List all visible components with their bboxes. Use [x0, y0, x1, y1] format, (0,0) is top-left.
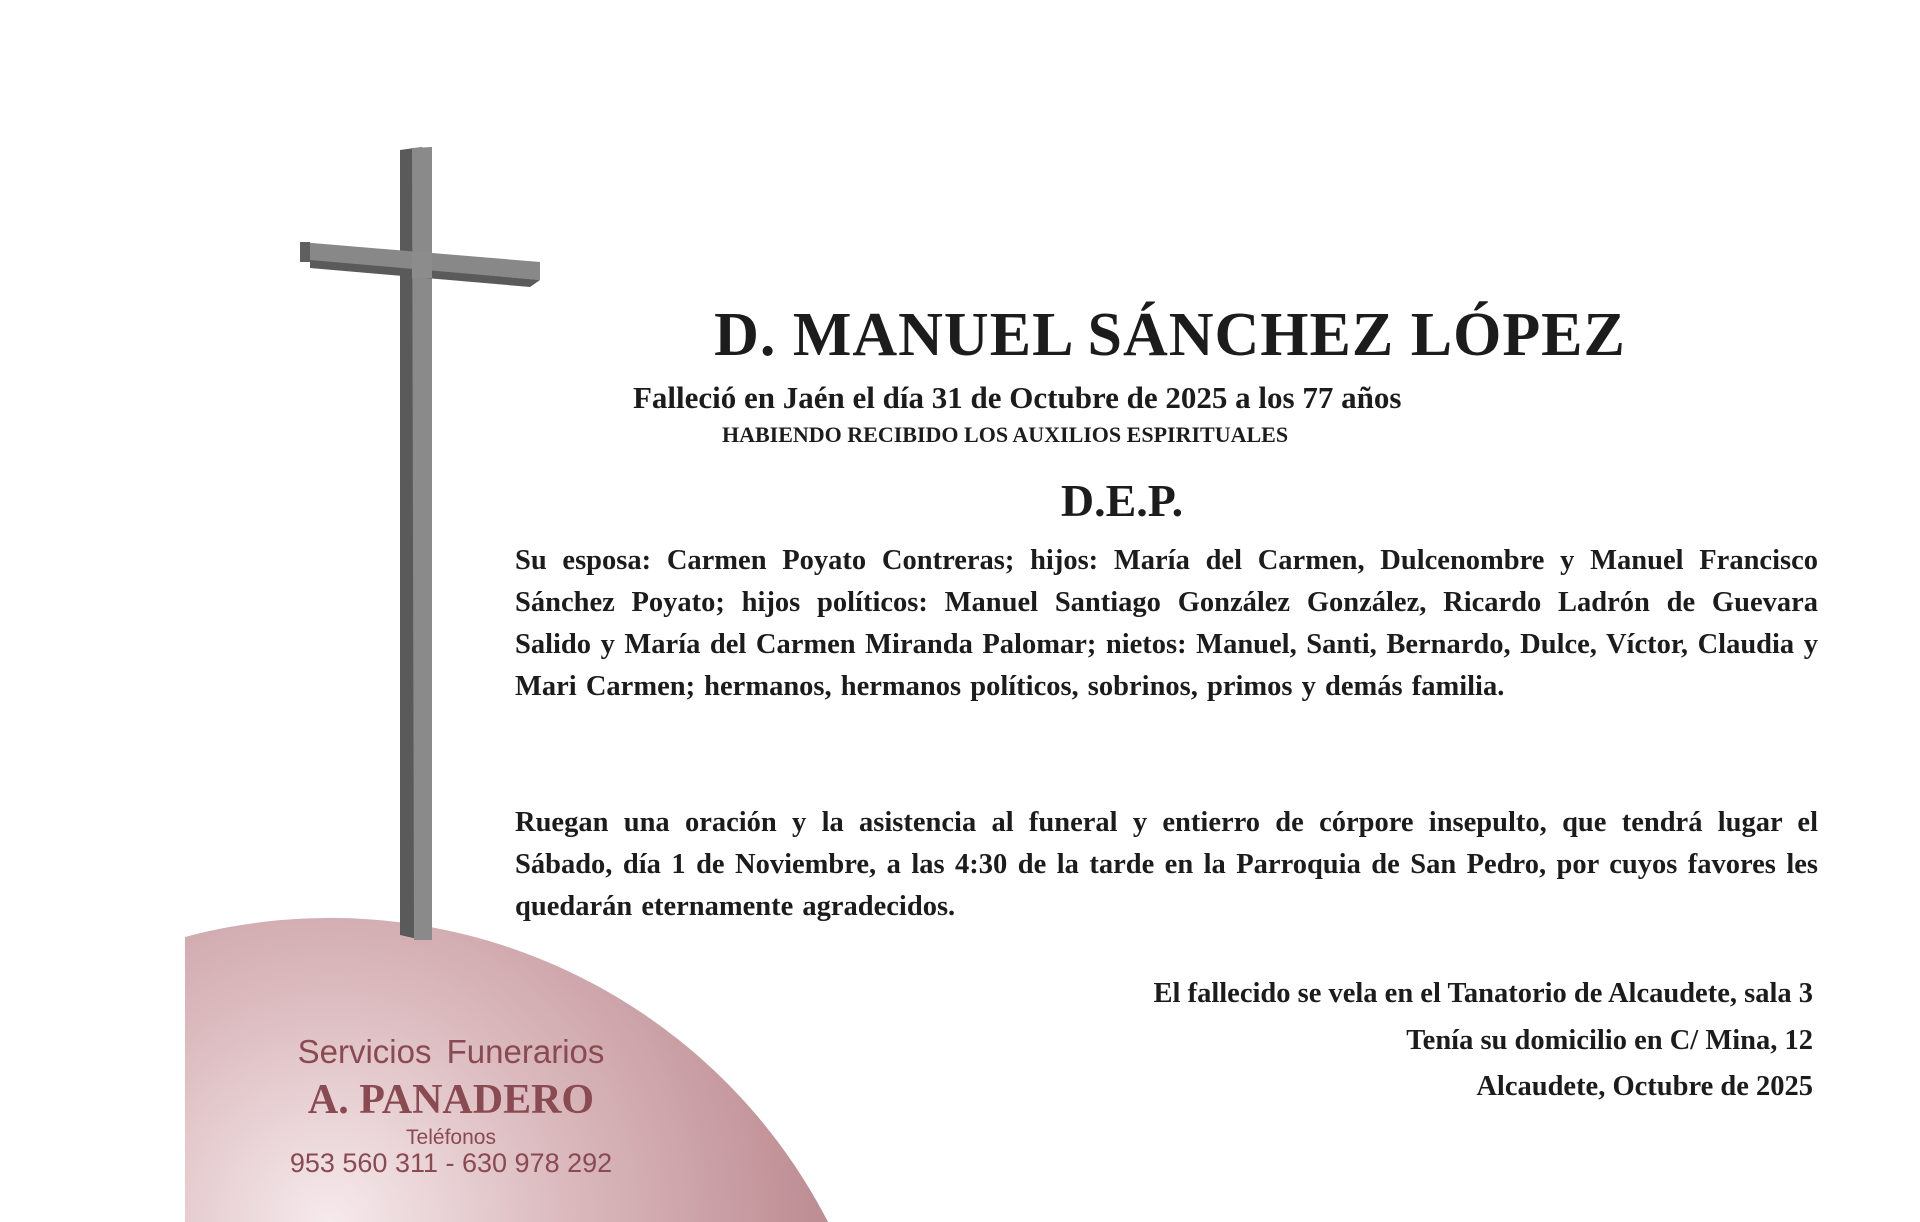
phone-numbers: 953 560 311 - 630 978 292 [289, 1148, 613, 1178]
funeral-home-name: A. PANADERO [307, 1077, 595, 1123]
dep-heading: D.E.P. [1060, 475, 1184, 526]
funeral-services-label: Servicios Funerarios [297, 1033, 605, 1070]
phones-label: Teléfonos [406, 1126, 496, 1149]
home-address: Tenía su domicilio en C/ Mina, 12 [1406, 1025, 1813, 1056]
deceased-name: D. MANUEL SÁNCHEZ LÓPEZ [714, 301, 1626, 369]
death-details: Falleció en Jaén el día 31 de Octubre de 2025 a los 77 años [633, 380, 1402, 415]
place-date: Alcaudete, Octubre de 2025 [1476, 1071, 1813, 1102]
wake-location: El fallecido se vela en el Tanatorio de Alcaudete, sala 3 [1153, 978, 1813, 1009]
family-paragraph: Su esposa: Carmen Poyato Contreras; hijos: María del Carmen, Dulcenombre y Manuel Francisco Sánchez Poyato; hijos políticos: Manuel Santiago González González, Ricardo Ladrón de Guevara Salido y María del Carmen Miranda Palomar; nietos: Manuel, Santi, Bernardo, Dulce, Víctor, Claudia y Mari Carmen; hermanos, hermanos políticos, sobrinos, primos y demás familia. [515, 545, 1818, 702]
sacraments-line: HABIENDO RECIBIDO LOS AUXILIOS ESPIRITUALES [722, 422, 1289, 447]
funeral-paragraph: Ruegan una oración y la asistencia al funeral y entierro de córpore insepulto, que tendrá lugar el Sábado, día 1 de Noviembre, a las 4:30 de la tarde en la Parroquia de San Pedro, por cuyos favores les quedarán eternamente agradecidos. [515, 807, 1818, 922]
